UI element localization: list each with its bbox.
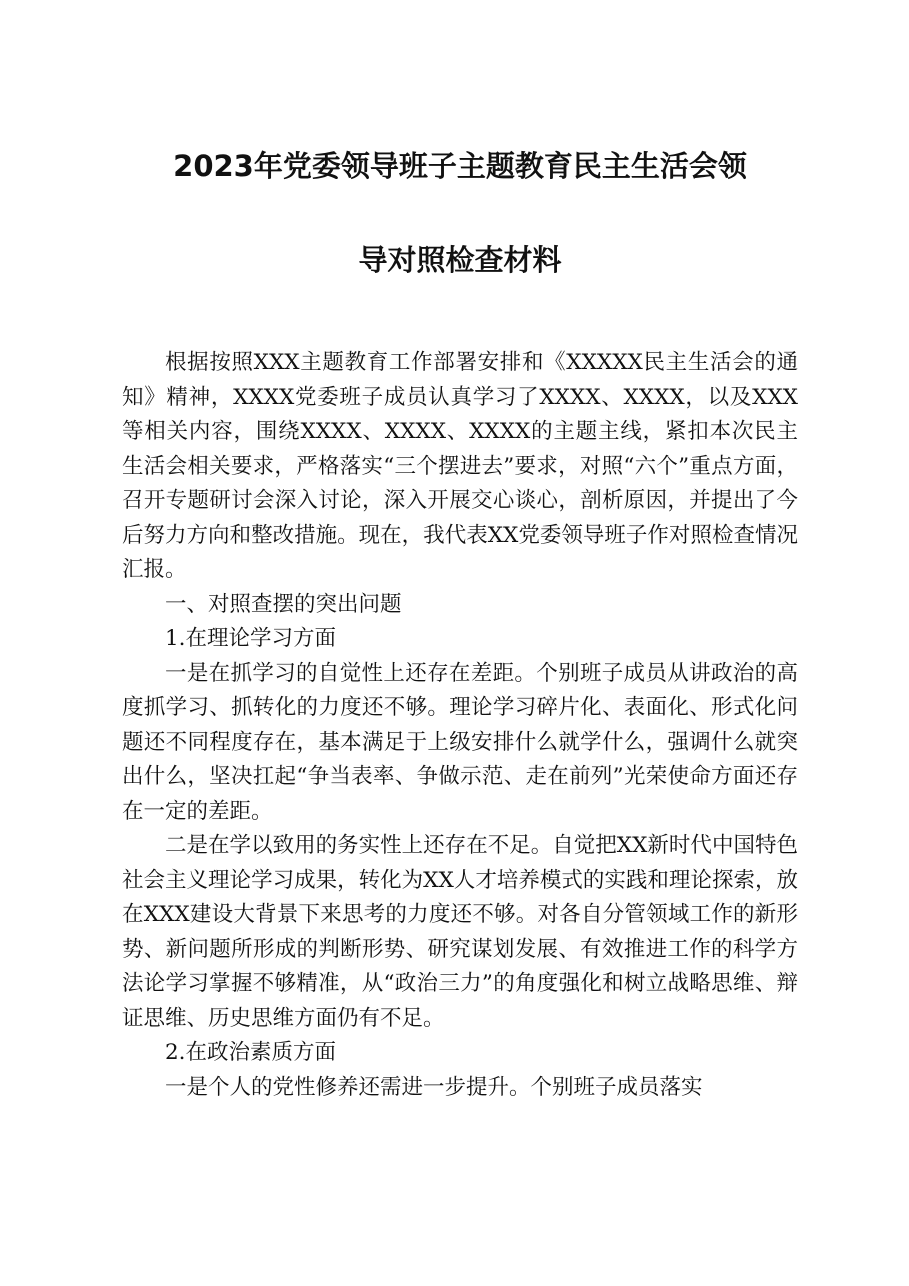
- document-title-line-2: 导对照检查材料: [358, 243, 562, 277]
- subsection-heading: 1.在理论学习方面: [165, 626, 337, 651]
- document-body: [122, 346, 798, 1105]
- document-title-line-1: 2023年党委领导班子主题教育民主生活会领: [173, 149, 747, 183]
- body-paragraph: 二是在学以致用的务实性上还存在不足。自觉把XX新时代中国特色社会主义理论学习成果，转化为XX人才培养模式的实践和理论探索，放在XXX建设大背景下来思考的力度还不够。对各自分管领域工作的新形势、新问题所形成的判断形势、研究谋划发展、有效推进工作的科学方法论学习掌握不够精准，从“政治三力”的角度强化和树立战略思维、辩证思维、历史思维方面仍有不足。: [122, 833, 798, 1031]
- intro-paragraph: 根据按照XXX主题教育工作部署安排和《XXXXX民主生活会的通知》精神，XXXX党委班子成员认真学习了XXXX、XXXX，以及XXX等相关内容，围绕XXXX、XXXX、XXXX的主题主线，紧扣本次民主生活会相关要求，严格落实“三个摆进去”要求，对照“六个”重点方面，召开专题研讨会深入讨论，深入开展交心谈心，剖析原因，并提出了今后努力方向和整改措施。现在，我代表XX党委领导班子作对照检查情况汇报。: [122, 350, 798, 582]
- body-paragraph: 一是个人的党性修养还需进一步提升。个别班子成员落实: [165, 1074, 703, 1100]
- body-paragraph: 一是在抓学习的自觉性上还存在差距。个别班子成员从讲政治的高度抓学习、抓转化的力度还不够。理论学习碎片化、表面化、形式化问题还不同程度存在，基本满足于上级安排什么就学什么，强调什么就突出什么，坚决扛起“争当表率、争做示范、走在前列”光荣使命方面还存在一定的差距。: [122, 660, 798, 824]
- section-heading: 一、对照查摆的突出问题: [165, 591, 402, 617]
- subsection-heading: 2.在政治素质方面: [165, 1040, 337, 1065]
